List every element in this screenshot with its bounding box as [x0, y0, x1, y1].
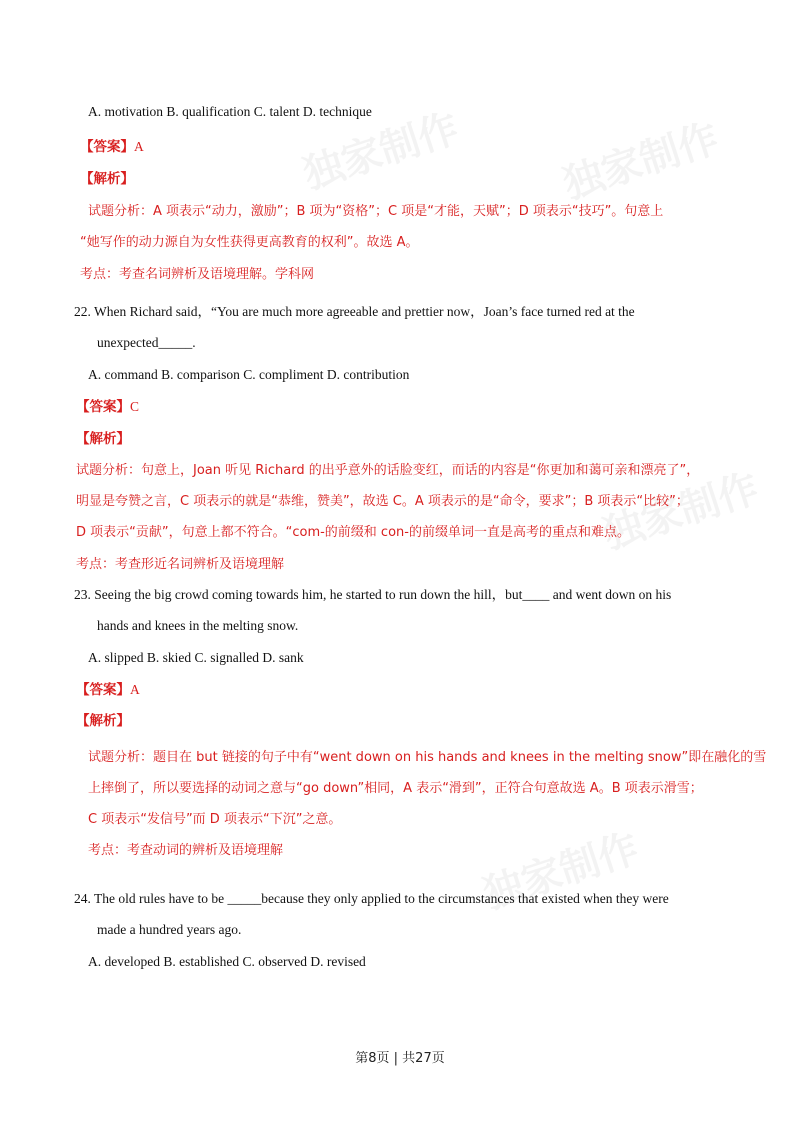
q23-stem-line-1: 23. Seeing the big crowd coming towards him, he started to run down the hill，but____ and went down on his — [74, 587, 672, 602]
q22-options: A. command B. comparison C. compliment D. contribution — [88, 367, 410, 382]
q24-options: A. developed B. established C. observed D. revised — [88, 954, 366, 969]
q23-analysis-line-2: 上摔倒了，所以要选择的动词之意与“go down”相同，A 表示“滑到”，正符合句意故选 A。B 项表示滑雪； — [88, 781, 703, 796]
q22-point: 考点：考查形近名词辨析及语境理解 — [76, 557, 285, 572]
q22-answer-label: 【答案】 — [76, 399, 130, 415]
q23-answer-label: 【答案】 — [76, 682, 130, 698]
q21-point: 考点：考查名词辨析及语境理解。学科网 — [80, 267, 315, 282]
q21-options: A. motivation B. qualification C. talent D. technique — [88, 104, 372, 119]
q22-stem-line-1: 22. When Richard said，“You are much more agreeable and prettier now，Joan’s face turned red at the — [74, 304, 635, 319]
q22-analysis-line-1: 试题分析：句意上，Joan 听见 Richard 的出乎意外的话脸变红，而话的内容是“你更加和蔼可亲和漂亮了”， — [76, 463, 700, 478]
q23-answer — [76, 681, 140, 699]
q22-analysis-line-3: D 项表示“贡献”，句意上都不符合。“com-的前缀和 con-的前缀单词一直是高考的重点和难点。 — [76, 525, 630, 540]
q21-analysis-line-2: “她写作的动力源自为女性获得更高教育的权利”。故选 A。 — [80, 235, 419, 250]
q22-stem-line-2: unexpected_____. — [97, 335, 196, 350]
q21-analysis-line-1: 试题分析：A 项表示“动力，激励”；B 项为“资格”；C 项是“才能，天赋”；D 项表示“技巧”。句意上 — [88, 204, 664, 219]
q23-analysis-line-1: 试题分析：题目在 but 链接的句子中有“went down on his hands and knees in the melting snow”即在融化的雪 — [88, 750, 767, 765]
q21-answer — [80, 138, 144, 156]
q24-stem-line-1: 24. The old rules have to be _____because they only applied to the circumstances that existed when they were — [74, 891, 669, 906]
q23-point: 考点：考查动词的辨析及语境理解 — [88, 843, 284, 858]
q22-analysis-label: 【解析】 — [76, 431, 130, 447]
q23-analysis-label: 【解析】 — [76, 713, 130, 729]
q23-options: A. slipped B. skied C. signalled D. sank — [88, 650, 304, 665]
q23-answer-value: A — [130, 682, 140, 697]
q22-answer-value: C — [130, 399, 140, 414]
q21-answer-label: 【答案】 — [80, 139, 134, 155]
q22-answer — [76, 398, 139, 416]
q22-analysis-line-2: 明显是夸赞之言，C 项表示的就是“恭维，赞美”，故选 C。A 项表示的是“命令，要求”；B 项表示“比较”； — [76, 494, 689, 509]
page-footer: 第8页 | 共27页 — [355, 1051, 445, 1066]
q23-stem-line-2: hands and knees in the melting snow. — [97, 618, 299, 633]
q24-stem-line-2: made a hundred years ago. — [97, 922, 242, 937]
q23-analysis-line-3: C 项表示“发信号”而 D 项表示“下沉”之意。 — [88, 812, 342, 827]
q21-analysis-label: 【解析】 — [80, 171, 134, 187]
q21-answer-value: A — [134, 139, 144, 154]
